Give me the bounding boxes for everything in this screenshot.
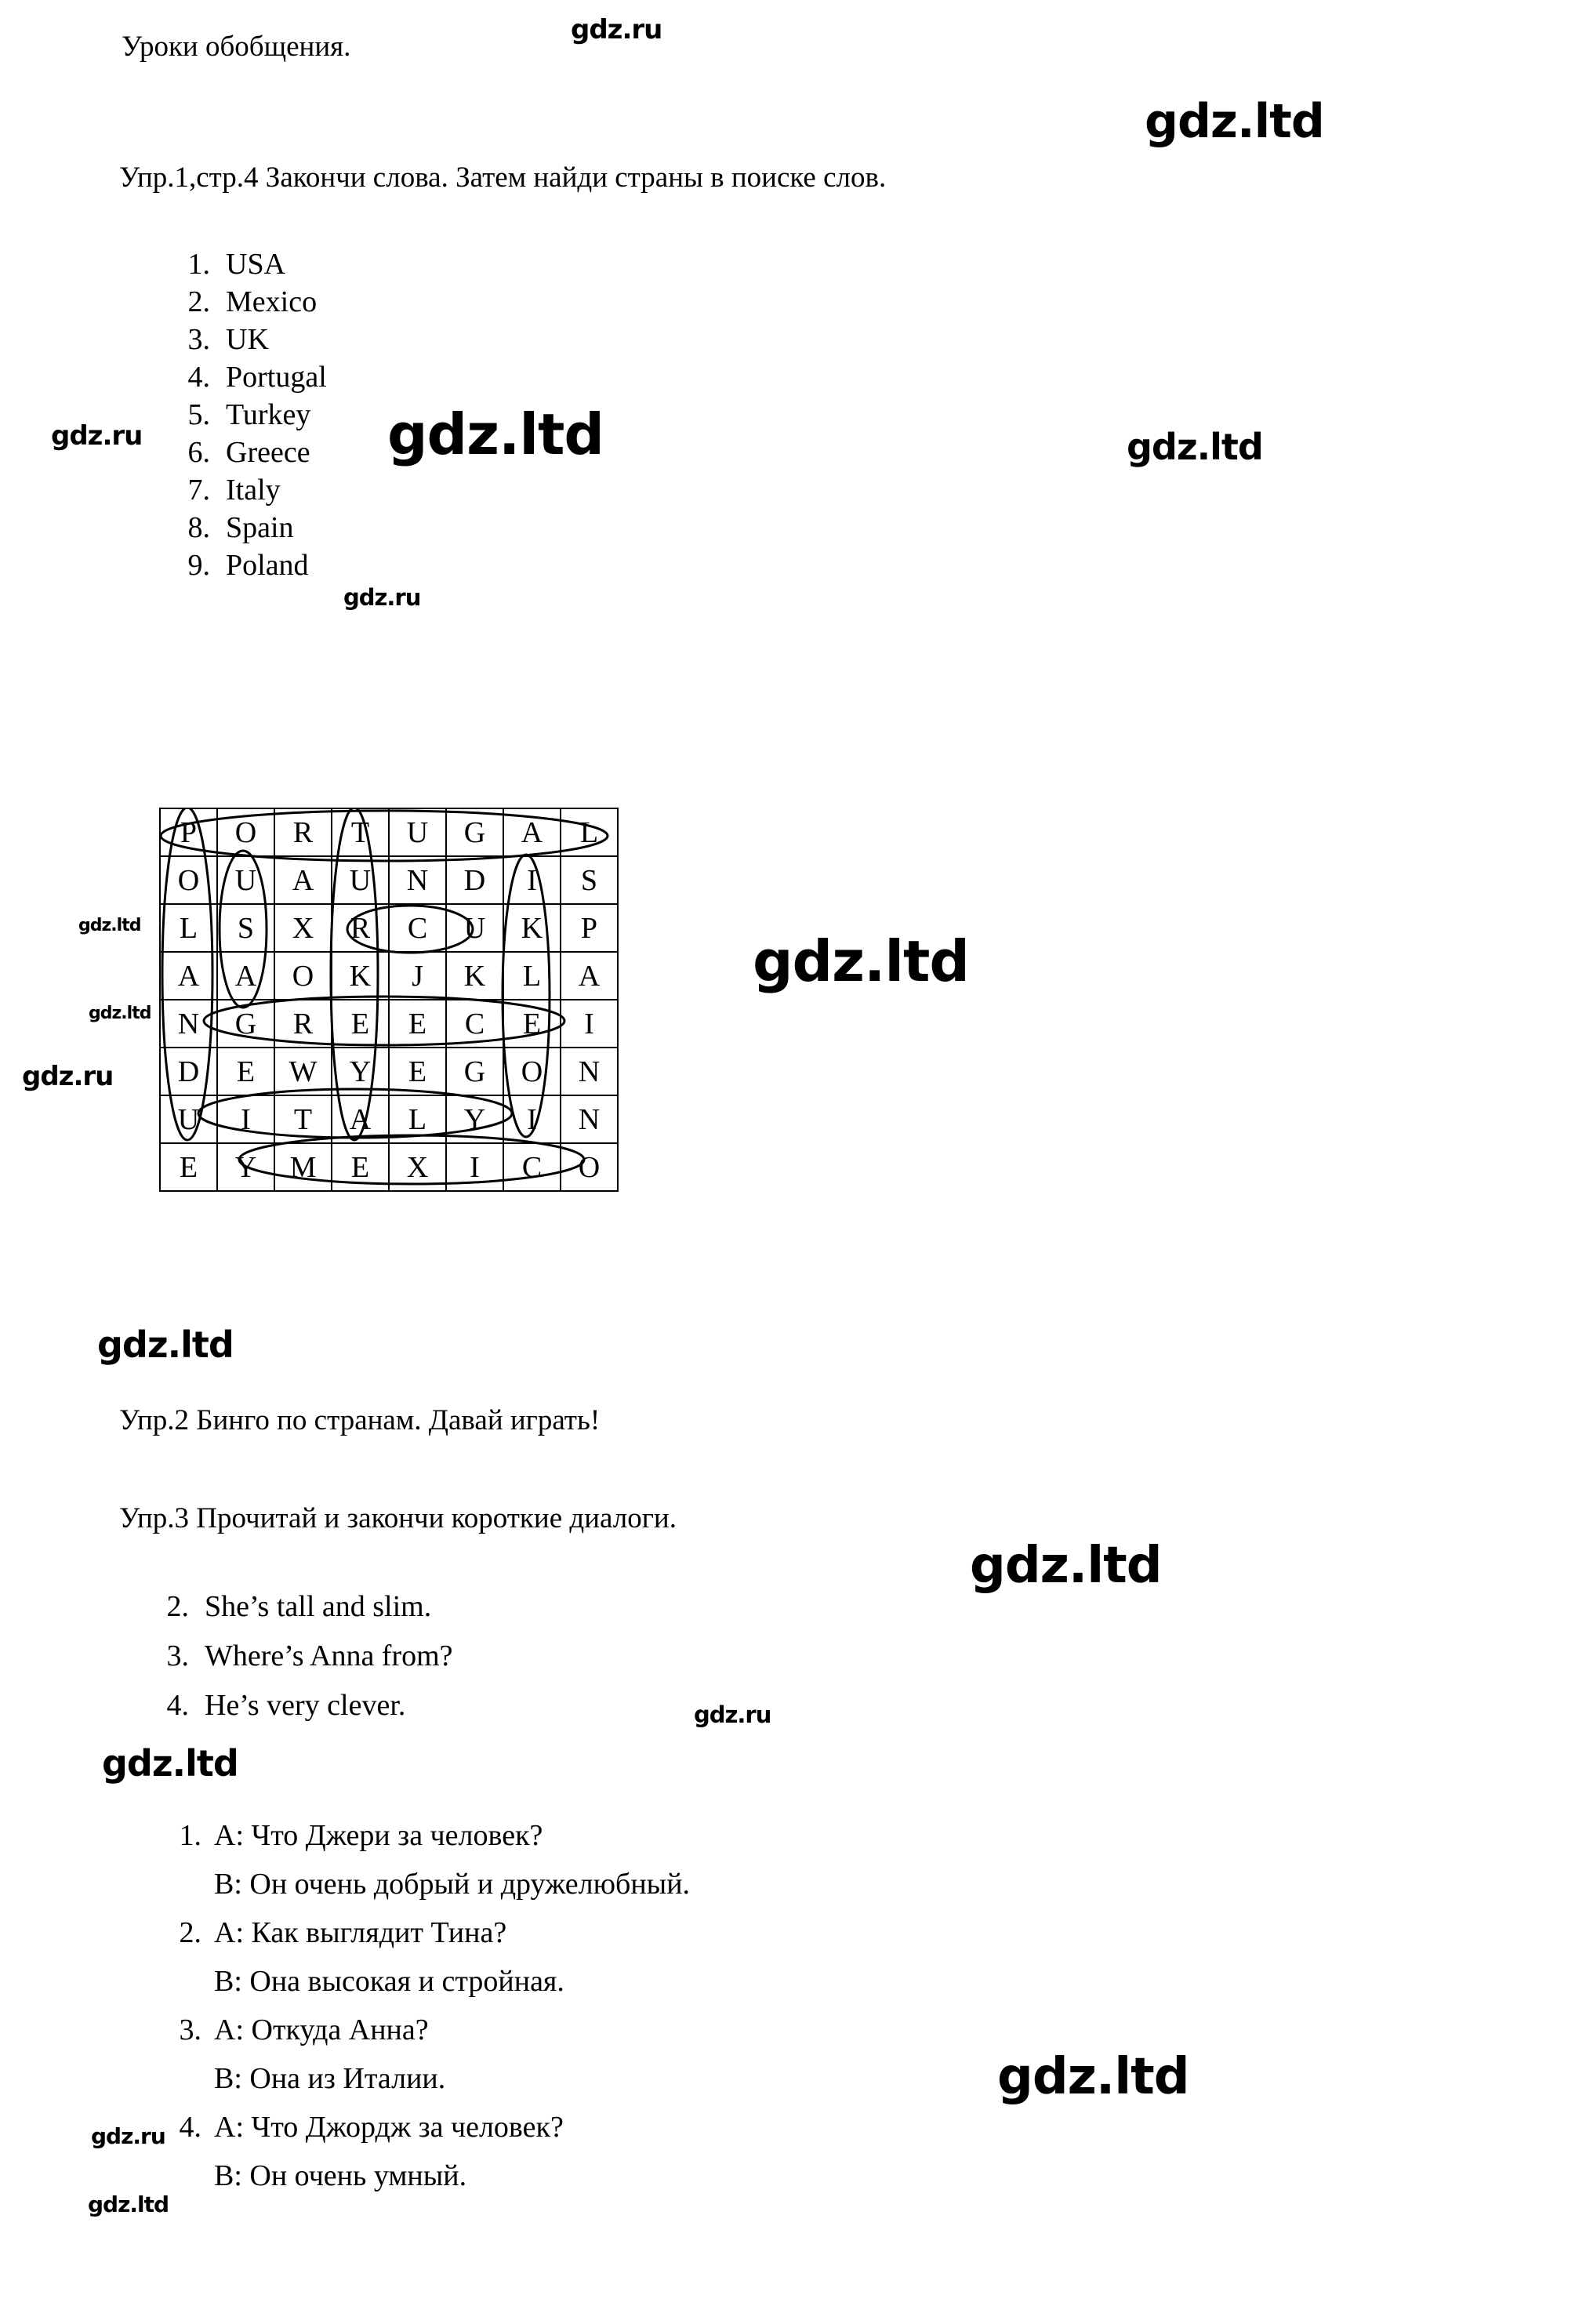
word-search-cell: T bbox=[332, 808, 389, 856]
word-search-row bbox=[160, 1095, 618, 1143]
word-search-cell: N bbox=[160, 1000, 217, 1048]
english-answers-list bbox=[153, 1582, 453, 1730]
watermark: gdz.ltd bbox=[102, 1742, 238, 1785]
list-item bbox=[174, 358, 327, 396]
word-search-cell: O bbox=[274, 952, 332, 1000]
word-search-cell: E bbox=[332, 1143, 389, 1191]
word-search-grid bbox=[159, 808, 619, 1192]
watermark: gdz.ru bbox=[22, 1061, 114, 1092]
watermark: gdz.ltd bbox=[89, 1004, 151, 1023]
word-search-cell: R bbox=[274, 1000, 332, 1048]
list-item-number: 9. bbox=[187, 549, 210, 582]
dialogue-speaker-b: B: Он очень умный. bbox=[214, 2159, 467, 2192]
word-search-puzzle bbox=[159, 808, 619, 1192]
word-search-cell: L bbox=[389, 1095, 446, 1143]
word-search-cell: A bbox=[561, 952, 618, 1000]
task-2-instruction: Упр.2 Бинго по странам. Давай играть! bbox=[119, 1404, 601, 1436]
list-item bbox=[153, 1582, 453, 1632]
word-search-cell: C bbox=[446, 1000, 503, 1048]
word-search-cell: I bbox=[446, 1143, 503, 1191]
list-item-label: UK bbox=[226, 323, 269, 356]
watermark: gdz.ltd bbox=[970, 1537, 1162, 1595]
word-search-cell: Y bbox=[217, 1143, 274, 1191]
dialogue-speaker-a bbox=[169, 2006, 690, 2054]
word-search-cell: U bbox=[160, 1095, 217, 1143]
list-item bbox=[174, 321, 327, 358]
word-search-cell: U bbox=[332, 856, 389, 904]
word-search-cell: X bbox=[274, 904, 332, 952]
dialogue-item bbox=[169, 1908, 690, 2006]
word-search-cell: U bbox=[217, 856, 274, 904]
word-search-cell: O bbox=[217, 808, 274, 856]
word-search-cell: G bbox=[217, 1000, 274, 1048]
dialogue-speaker-b: B: Она высокая и стройная. bbox=[214, 1965, 564, 1998]
list-item-label: Mexico bbox=[226, 285, 318, 318]
list-item-number: 5. bbox=[187, 398, 210, 431]
word-search-cell: N bbox=[561, 1095, 618, 1143]
word-search-cell: U bbox=[446, 904, 503, 952]
list-item-label: Italy bbox=[226, 474, 281, 507]
watermark: gdz.ltd bbox=[88, 2191, 169, 2217]
word-search-cell: Y bbox=[332, 1048, 389, 1095]
word-search-cell: A bbox=[503, 808, 561, 856]
word-search-cell: I bbox=[561, 1000, 618, 1048]
word-search-row bbox=[160, 808, 618, 856]
word-search-cell: P bbox=[561, 904, 618, 952]
word-search-cell: N bbox=[389, 856, 446, 904]
watermark: gdz.ltd bbox=[97, 1324, 234, 1366]
word-search-cell: A bbox=[160, 952, 217, 1000]
word-search-cell: A bbox=[332, 1095, 389, 1143]
dialogue-number: 2. bbox=[179, 1916, 201, 1949]
dialogue-a-text: A: Что Джордж за человек? bbox=[214, 2111, 564, 2144]
dialogue-number: 1. bbox=[179, 1819, 201, 1852]
word-search-cell: S bbox=[217, 904, 274, 952]
list-item bbox=[153, 1632, 453, 1681]
list-item-label: USA bbox=[226, 248, 286, 281]
dialogue-a-text: A: Что Джери за человек? bbox=[214, 1819, 543, 1852]
dialogue-number: 4. bbox=[179, 2111, 201, 2144]
word-search-cell: X bbox=[389, 1143, 446, 1191]
dialogue-item bbox=[169, 2006, 690, 2103]
list-item-label: He’s very clever. bbox=[205, 1689, 406, 1722]
word-search-cell: K bbox=[503, 904, 561, 952]
list-item-number: 3. bbox=[166, 1640, 189, 1672]
dialogue-speaker-b: B: Она из Италии. bbox=[214, 2062, 446, 2095]
word-search-cell: A bbox=[217, 952, 274, 1000]
list-item-label: Poland bbox=[226, 549, 309, 582]
word-search-cell: O bbox=[561, 1143, 618, 1191]
watermark: gdz.ltd bbox=[78, 916, 141, 935]
watermark: gdz.ru bbox=[694, 1701, 771, 1728]
word-search-cell: A bbox=[274, 856, 332, 904]
word-search-cell: R bbox=[332, 904, 389, 952]
list-item-number: 7. bbox=[187, 474, 210, 507]
dialogue-item bbox=[169, 1811, 690, 1908]
list-item bbox=[174, 471, 327, 509]
word-search-cell: L bbox=[160, 904, 217, 952]
word-search-cell: K bbox=[332, 952, 389, 1000]
word-search-cell: O bbox=[503, 1048, 561, 1095]
word-search-cell: G bbox=[446, 1048, 503, 1095]
word-search-cell: E bbox=[332, 1000, 389, 1048]
list-item-number: 1. bbox=[187, 248, 210, 281]
word-search-cell: O bbox=[160, 856, 217, 904]
word-search-row bbox=[160, 1143, 618, 1191]
list-item bbox=[174, 547, 327, 584]
list-item bbox=[174, 509, 327, 547]
watermark: gdz.ltd bbox=[1127, 426, 1263, 468]
dialogue-item bbox=[169, 2103, 690, 2200]
word-search-cell: J bbox=[389, 952, 446, 1000]
word-search-row bbox=[160, 952, 618, 1000]
list-item-label: Turkey bbox=[226, 398, 311, 431]
watermark: gdz.ltd bbox=[387, 401, 604, 467]
watermark: gdz.ru bbox=[571, 14, 662, 45]
word-search-cell: I bbox=[503, 856, 561, 904]
watermark: gdz.ltd bbox=[997, 2048, 1189, 2106]
word-search-cell: W bbox=[274, 1048, 332, 1095]
list-item bbox=[174, 283, 327, 321]
list-item-number: 4. bbox=[166, 1689, 189, 1722]
list-item-number: 2. bbox=[187, 285, 210, 318]
list-item-number: 6. bbox=[187, 436, 210, 469]
list-item-label: Spain bbox=[226, 511, 294, 544]
list-item bbox=[174, 396, 327, 434]
list-item-number: 3. bbox=[187, 323, 210, 356]
list-item bbox=[174, 245, 327, 283]
word-search-cell: G bbox=[446, 808, 503, 856]
word-search-row bbox=[160, 904, 618, 952]
word-search-cell: K bbox=[446, 952, 503, 1000]
list-item bbox=[174, 434, 327, 471]
dialogue-speaker-a bbox=[169, 1811, 690, 1860]
page-title: Уроки обобщения. bbox=[122, 31, 351, 63]
list-item-number: 8. bbox=[187, 511, 210, 544]
dialogue-a-text: A: Как выглядит Тина? bbox=[214, 1916, 507, 1949]
watermark: gdz.ltd bbox=[753, 928, 969, 994]
list-item-label: Where’s Anna from? bbox=[205, 1640, 453, 1672]
list-item-number: 4. bbox=[187, 361, 210, 394]
list-item bbox=[153, 1681, 453, 1730]
word-search-row bbox=[160, 1048, 618, 1095]
list-item-label: She’s tall and slim. bbox=[205, 1590, 432, 1623]
list-item-label: Portugal bbox=[226, 361, 327, 394]
word-search-cell: E bbox=[160, 1143, 217, 1191]
word-search-cell: D bbox=[446, 856, 503, 904]
word-search-cell: P bbox=[160, 808, 217, 856]
word-search-cell: L bbox=[503, 952, 561, 1000]
word-search-row bbox=[160, 1000, 618, 1048]
list-item-number: 2. bbox=[166, 1590, 189, 1623]
word-search-cell: Y bbox=[446, 1095, 503, 1143]
dialogue-translation-list bbox=[169, 1811, 690, 2200]
word-search-row bbox=[160, 856, 618, 904]
word-search-cell: L bbox=[561, 808, 618, 856]
dialogue-speaker-a bbox=[169, 2103, 690, 2152]
country-answer-list bbox=[174, 245, 327, 584]
word-search-cell: C bbox=[503, 1143, 561, 1191]
watermark: gdz.ltd bbox=[1145, 94, 1324, 149]
word-search-cell: I bbox=[217, 1095, 274, 1143]
task-1-instruction: Упр.1,стр.4 Закончи слова. Затем найди страны в поиске слов. bbox=[119, 162, 887, 194]
dialogue-number: 3. bbox=[179, 2014, 201, 2046]
word-search-cell: R bbox=[274, 808, 332, 856]
task-3-instruction: Упр.3 Прочитай и закончи короткие диалоги. bbox=[119, 1502, 677, 1534]
word-search-cell: M bbox=[274, 1143, 332, 1191]
word-search-cell: U bbox=[389, 808, 446, 856]
word-search-cell: C bbox=[389, 904, 446, 952]
word-search-cell: E bbox=[389, 1000, 446, 1048]
watermark: gdz.ru bbox=[51, 420, 143, 452]
word-search-cell: T bbox=[274, 1095, 332, 1143]
dialogue-speaker-b: B: Он очень добрый и дружелюбный. bbox=[214, 1868, 691, 1901]
watermark: gdz.ru bbox=[343, 584, 421, 611]
word-search-cell: N bbox=[561, 1048, 618, 1095]
word-search-cell: I bbox=[503, 1095, 561, 1143]
word-search-cell: D bbox=[160, 1048, 217, 1095]
word-search-cell: E bbox=[389, 1048, 446, 1095]
dialogue-a-text: A: Откуда Анна? bbox=[214, 2014, 429, 2046]
word-search-cell: S bbox=[561, 856, 618, 904]
dialogue-speaker-a bbox=[169, 1908, 690, 1957]
list-item-label: Greece bbox=[226, 436, 310, 469]
word-search-cell: E bbox=[217, 1048, 274, 1095]
word-search-cell: E bbox=[503, 1000, 561, 1048]
watermark: gdz.ru bbox=[91, 2123, 165, 2149]
